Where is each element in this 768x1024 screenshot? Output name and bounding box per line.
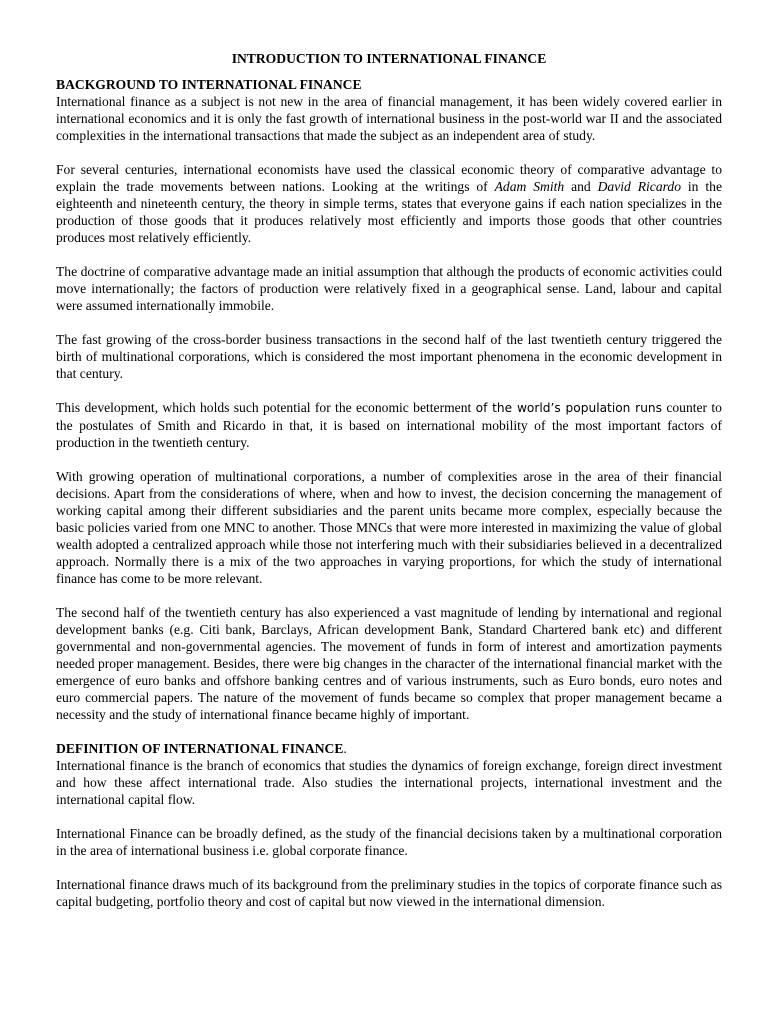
definition-heading-period: . (343, 741, 347, 756)
definition-heading-text: DEFINITION OF INTERNATIONAL FINANCE (56, 741, 344, 756)
document-page (56, 50, 722, 927)
background-paragraph-3: The doctrine of comparative advantage made an initial assumption that although the products of economic activities could move internationally; the factors of production were relatively fixed in a geographical sense. Land, labour and capital were assumed internationally immobile. (56, 264, 722, 313)
paragraph-text: For several centuries, international economists have used the classical economic theory of comparative advantage to explain the trade movements between nations. Looking at the writings of (56, 162, 722, 194)
paragraph-text-sans: of the world’s population runs (475, 401, 662, 415)
paragraph-text: counter to the postulates of Smith and Ricardo in that, it is based on international mobility of the most important factors of production in the twentieth century. (56, 400, 722, 450)
definition-heading (56, 740, 722, 757)
paragraph-text: This development, which holds such potential for the economic betterment (56, 400, 476, 415)
background-paragraph-4: The fast growing of the cross-border business transactions in the second half of the last twentieth century triggered the birth of multinational corporations, which is considered the most important phenomena in the economic development in that century. (56, 332, 722, 381)
definition-paragraph-1: International finance is the branch of economics that studies the dynamics of foreign exchange, foreign direct investment and how these affect international trade. Also studies the international projects, international investment and the international capital flow. (56, 758, 722, 807)
background-paragraph-2 (56, 161, 722, 246)
document-title: INTRODUCTION TO INTERNATIONAL FINANCE (231, 51, 547, 66)
definition-paragraph-2: International Finance can be broadly defined, as the study of the financial decisions taken by a multinational corporation in the area of international business i.e. global corporate finance. (56, 826, 722, 858)
author-name-ricardo: David Ricardo (597, 179, 682, 194)
definition-paragraph-3: International finance draws much of its background from the preliminary studies in the topics of corporate finance such as capital budgeting, portfolio theory and cost of capital but now viewed in the international dimension. (56, 877, 722, 909)
background-paragraph-7: The second half of the twentieth century has also experienced a vast magnitude of lending by international and regional development banks (e.g. Citi bank, Barclays, African development Bank, Standard Chartered bank etc) and different governmental and non-governmental agencies. The movement of funds in form of interest and amortization payments needed proper management. Besides, there were big changes in the character of the international financial market with the emergence of euro banks and offshore banking centres and of various instruments, such as Euro bonds, euro notes and euro commercial papers. The nature of the movement of funds became so complex that proper management became a necessity and the study of international finance became highly of important. (56, 605, 722, 722)
background-paragraph-1: International finance as a subject is not new in the area of financial management, it has been widely covered earlier in international economics and it is only the fast growth of international business in the post-world war II and the associated complexities in the international transactions that made the subject as an independent area of study. (56, 94, 722, 143)
paragraph-text: and (564, 179, 598, 194)
background-paragraph-6: With growing operation of multinational corporations, a number of complexities arose in the area of their financial decisions. Apart from the considerations of where, when and how to invest, the decision concerning the management of working capital among their different subsidiaries and the parent units became more complex, especially because the basic policies varied from one MNC to another. Those MNCs that were more interested in maximizing the value of global wealth adopted a centralized approach while those not interfering much with their subsidiaries believed in a decentralized approach. Normally there is a mix of the two approaches in varying proportions, for which the study of international finance has come to be more relevant. (56, 469, 722, 586)
paragraph-text: in the eighteenth and nineteenth century, the theory in simple terms, states that everyone gains if each nation specializes in the production of those goods that it produces relatively most efficiently and imports those goods that other countries produces most relatively efficiently. (56, 179, 722, 245)
background-heading: BACKGROUND TO INTERNATIONAL FINANCE (56, 77, 362, 92)
background-paragraph-5 (56, 399, 722, 451)
author-name-smith: Adam Smith (494, 179, 565, 194)
